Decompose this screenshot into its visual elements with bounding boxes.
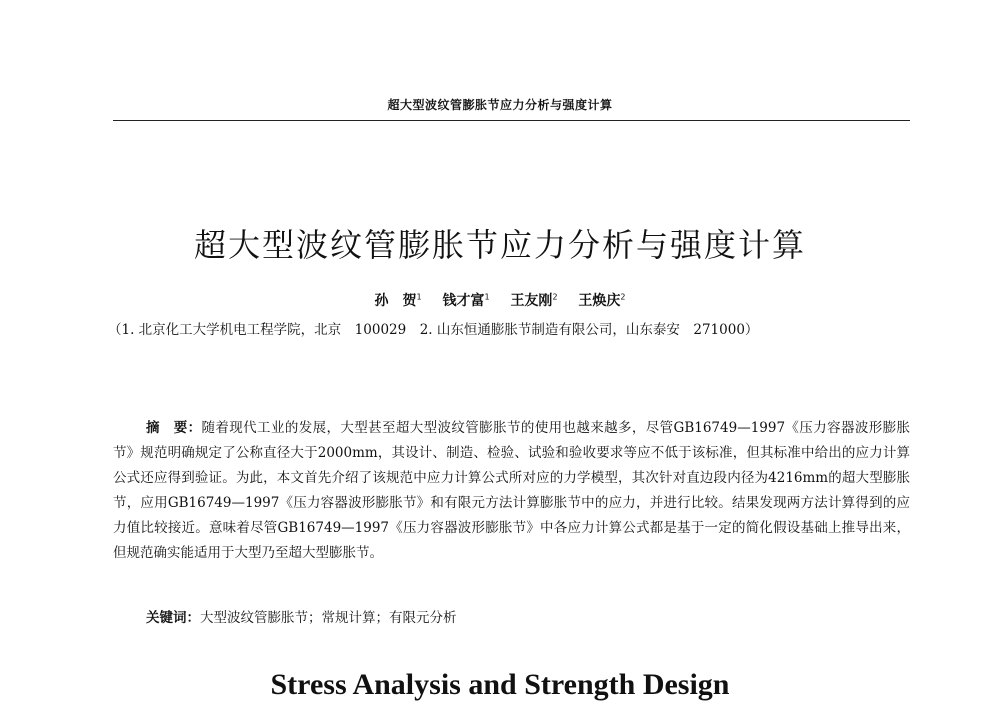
author-1	[375, 293, 422, 309]
author-list	[0, 290, 1000, 310]
running-header: 超大型波纹管膨胀节应力分析与强度计算	[387, 98, 613, 112]
author-affil-mark: 1	[484, 292, 490, 302]
author-affil-mark: 2	[552, 292, 558, 302]
abstract	[113, 416, 910, 566]
abstract-text: 随着现代工业的发展，大型甚至超大型波纹管膨胀节的使用也越来越多，尽管GB16749—1997《压力容器波形膨胀节》规范明确规定了公称直径大于2000mm，其设计、制造、检验、试验和验收要求等应不低于该标准，但其标准中给出的应力计算公式还应得到验证。为此，本文首先介绍了该规范中应力计算公式所对应的力学模型，其次针对直边段内径为4216mm的超大型膨胀节，应用GB16749—1997《压力容器波形膨胀节》和有限元方法计算膨胀节中的应力，并进行比较。结果发现两方法计算得到的应力值比较接近。意味着尽管GB16749—1997《压力容器波形膨胀节》中各应力计算公式都是基于一定的简化假设基础上推导出来，但规范确实能适用于大型乃至超大型膨胀节。	[113, 420, 910, 561]
keywords-label: 关键词：	[146, 610, 200, 626]
author-name: 钱才富	[442, 293, 485, 309]
author-2	[442, 293, 489, 309]
header-rule	[113, 120, 910, 121]
author-name: 王友刚	[510, 293, 553, 309]
paper-title: 超大型波纹管膨胀节应力分析与强度计算	[193, 226, 806, 264]
author-4	[578, 293, 625, 309]
author-affil-mark: 1	[416, 292, 422, 302]
affiliation: （1. 北京化工大学机电工程学院，北京 100029 2. 山东恒通膨胀节制造有限公司，山东泰安 271000）	[108, 322, 759, 338]
author-affil-mark: 2	[620, 292, 626, 302]
english-title: Stress Analysis and Strength Design	[270, 668, 730, 701]
author-name: 王焕庆	[578, 293, 621, 309]
keywords	[146, 606, 457, 631]
abstract-label: 摘 要：	[146, 420, 202, 436]
keywords-text: 大型波纹管膨胀节；常规计算；有限元分析	[200, 610, 457, 626]
author-name: 孙 贺	[374, 293, 417, 309]
author-3	[510, 293, 557, 309]
